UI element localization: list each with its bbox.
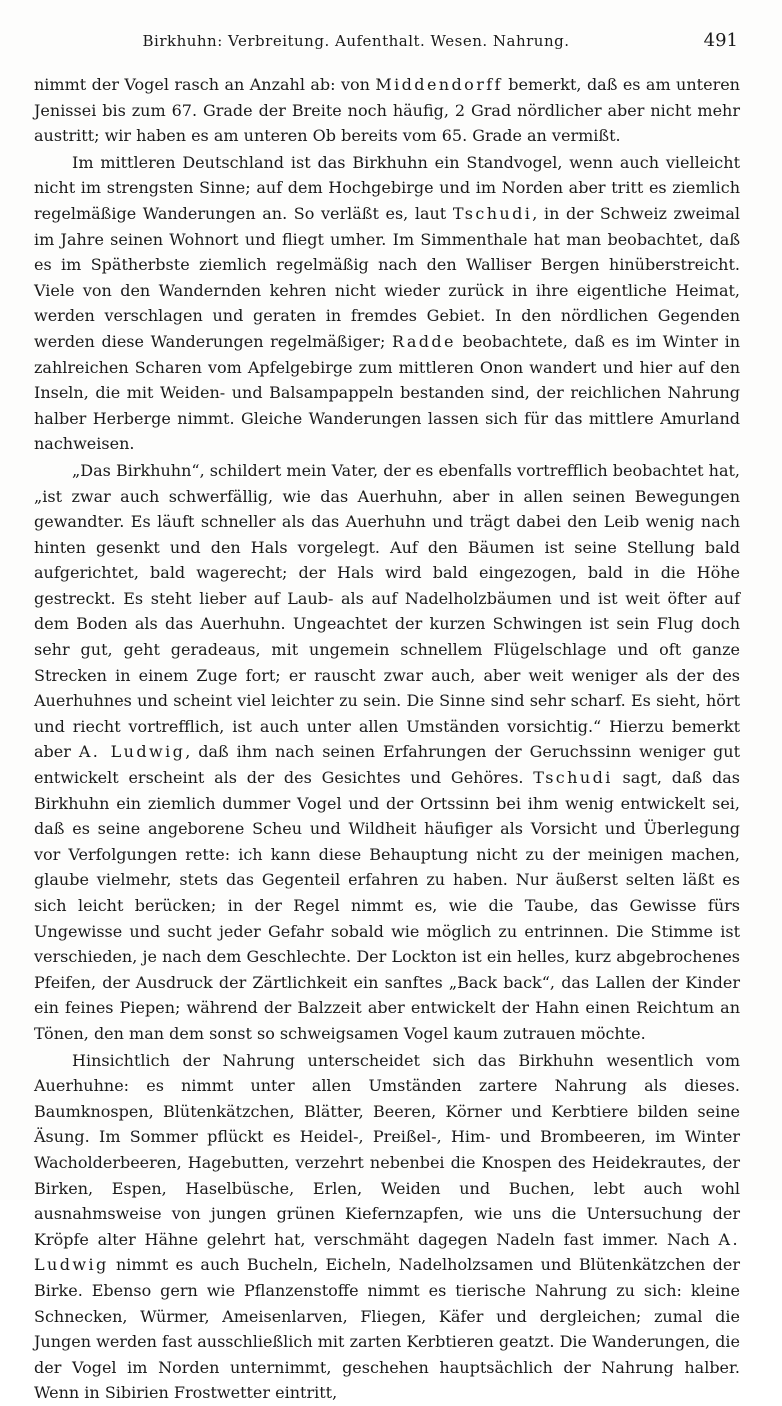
text-run: , in der Schweiz zweimal im Jahre seinen Wohnort und fliegt umher. Im Simmenthale hat man beobachtet, daß es im Spätherbste ziemlich regelmäßig nach den Walliser Bergen hinüberstreicht. Viele von den Wandernden kehren nicht wieder zurück in ihre eigentliche Heimat, werden verschlagen und geraten in fremdes Gebiet. In den nördlichen Gegenden werden diese Wanderungen regelmäßiger; xyxy=(34,203,741,351)
text-run: „Das Birkhuhn“, schildert mein Vater, der es ebenfalls vortrefflich beobachtet hat, „ist zwar auch schwerfällig, wie das Auerhuhn, aber in allen seinen Bewegungen gewandter. Es läuft schneller als das Auerhuhn und trägt dabei den Leib wenig nach hinten gesenkt und den Hals vorgelegt. Auf den Bäumen ist seine Stellung bald aufgerichtet, bald wagerecht; der Hals wird bald eingezogen, bald in die Höhe gestreckt. Es steht lieber auf Laub- als auf Nadelholzbäumen und ist weit öfter auf dem Boden als das Auerhuhn. Ungeachtet der kurzen Schwingen ist sein Flug doch sehr gut, geht geradeaus, mit ungemein schnellem Flügelschlage und oft ganze Strecken in einem Zuge fort; er rauscht zwar auch, aber weit weniger als der des Auerhuhnes und scheint viel leichter zu sein. Die Sinne sind sehr scharf. Es sieht, hört und riecht vortrefflich, ist auch unter allen Umständen vorsichtig.“ Hierzu bemerkt aber xyxy=(34,460,740,762)
text-run: beobachtete, daß es im Winter in zahlreichen Scharen vom Apfelgebirge zum mittleren Onon wandert und hier auf den Inseln, die mit Weiden- und Balsampappeln bestanden sind, der reichlichen Nahrung halber Herberge nimmt. Gleiche Wanderungen lassen sich für das mittlere Amurland nachweisen. xyxy=(34,331,741,454)
person-name: Tschudi xyxy=(452,203,533,223)
text-run: nimmt der Vogel rasch an Anzahl ab: von xyxy=(34,75,376,94)
person-name: A. Ludwig xyxy=(78,742,186,762)
text-run: sagt, daß das Birkhuhn ein ziemlich dummer Vogel und der Ortssinn bei ihm wenig entwickelt sei, daß es seine angeborene Scheu und Wildheit häufiger als Vorsicht und Überlegung vor Verfolgungen rette: ich kann diese Behauptung nicht zu der meinigen machen, glaube vielmehr, stets das Gegenteil erfahren zu haben. Nur äußerst selten läßt es sich leicht berücken; in der Regel nimmt es, wie die Taube, das Gewisse fürs Ungewisse und sucht jeder Gefahr sobald wie möglich zu entrinnen. Die Stimme ist verschieden, je nach dem Geschlechte. Der Lockton ist ein helles, kurz abgebrochenes Pfeifen, der Ausdruck der Zärtlichkeit ein sanftes „Back back“, das Lallen der Kinder ein feines Piepen; während der Balzzeit aber entwickelt der Hahn einen Reichtum an Tönen, den man dem sonst so schweigsamen Vogel kaum zutrauen möchte. xyxy=(34,768,740,1043)
person-name: A. Ludwig xyxy=(34,1229,740,1275)
person-name: Tschudi xyxy=(533,768,613,788)
paragraph-migration xyxy=(34,150,740,457)
paragraph-food xyxy=(34,1048,740,1406)
text-run: bemerkt, daß es am unteren Jenissei bis zum 67. Grade der Breite noch häufig, 2 Grad nördlicher aber nicht mehr austritt; wir haben es am unteren Ob bereits vom 65. Grade an vermißt. xyxy=(34,75,740,146)
text-run: Im mittleren Deutschland ist das Birkhuhn ein Standvogel, wenn auch vielleicht nicht im strengsten Sinne; auf dem Hochgebirge und im Norden aber tritt es ziemlich regelmäßige Wanderungen an. So verläßt es, laut xyxy=(34,152,740,223)
running-head xyxy=(40,24,742,58)
body-text xyxy=(34,72,740,1406)
page-number: 491 xyxy=(703,30,738,51)
person-name: Middendorff xyxy=(375,75,503,94)
running-title: Birkhuhn: Verbreitung. Aufenthalt. Wesen. Nahrung. xyxy=(142,32,570,50)
text-run: nimmt es auch Bucheln, Eicheln, Nadelholzsamen und Blütenkätzchen der Birke. Ebenso gern wie Pflanzenstoffe nimmt es tierische Nahrung zu sich: kleine Schnecken, Würmer, Ameisenlarven, Fliegen, Käfer und dergleichen; zumal die Jungen werden fast ausschließlich mit zarten Kerbtieren geatzt. Die Wanderungen, die der Vogel im Norden unternimmt, geschehen hauptsächlich der Nahrung halber. Wenn in Sibirien Frostwetter eintritt, xyxy=(34,1255,740,1403)
person-name: Radde xyxy=(392,331,456,351)
text-run: , daß ihm nach seinen Erfahrungen der Geruchssinn weniger gut entwickelt erscheint als der des Gesichtes und Gehöres. xyxy=(34,742,740,788)
paragraph-behaviour xyxy=(34,458,740,1047)
paragraph-distribution-continued xyxy=(34,72,740,149)
text-run: Hinsichtlich der Nahrung unterscheidet sich das Birkhuhn wesentlich vom Auerhuhne: es nimmt unter allen Umständen zartere Nahrung als dieses. Baumknospen, Blütenkätzchen, Blätter, Beeren, Körner und Kerbtiere bilden seine Äsung. Im Sommer pflückt es Heidel-, Preißel-, Him- und Brombeeren, im Winter Wacholderbeeren, Hagebutten, verzehrt nebenbei die Knospen des Heidekrautes, der Birken, Espen, Haselbüsche, Erlen, Weiden und Buchen, lebt auch wohl ausnahmsweise von jungen grünen Kiefernzapfen, wie uns die Untersuchung der Kröpfe alter Hähne gelehrt hat, verschmäht dagegen Nadeln fast immer. Nach xyxy=(34,1050,740,1249)
